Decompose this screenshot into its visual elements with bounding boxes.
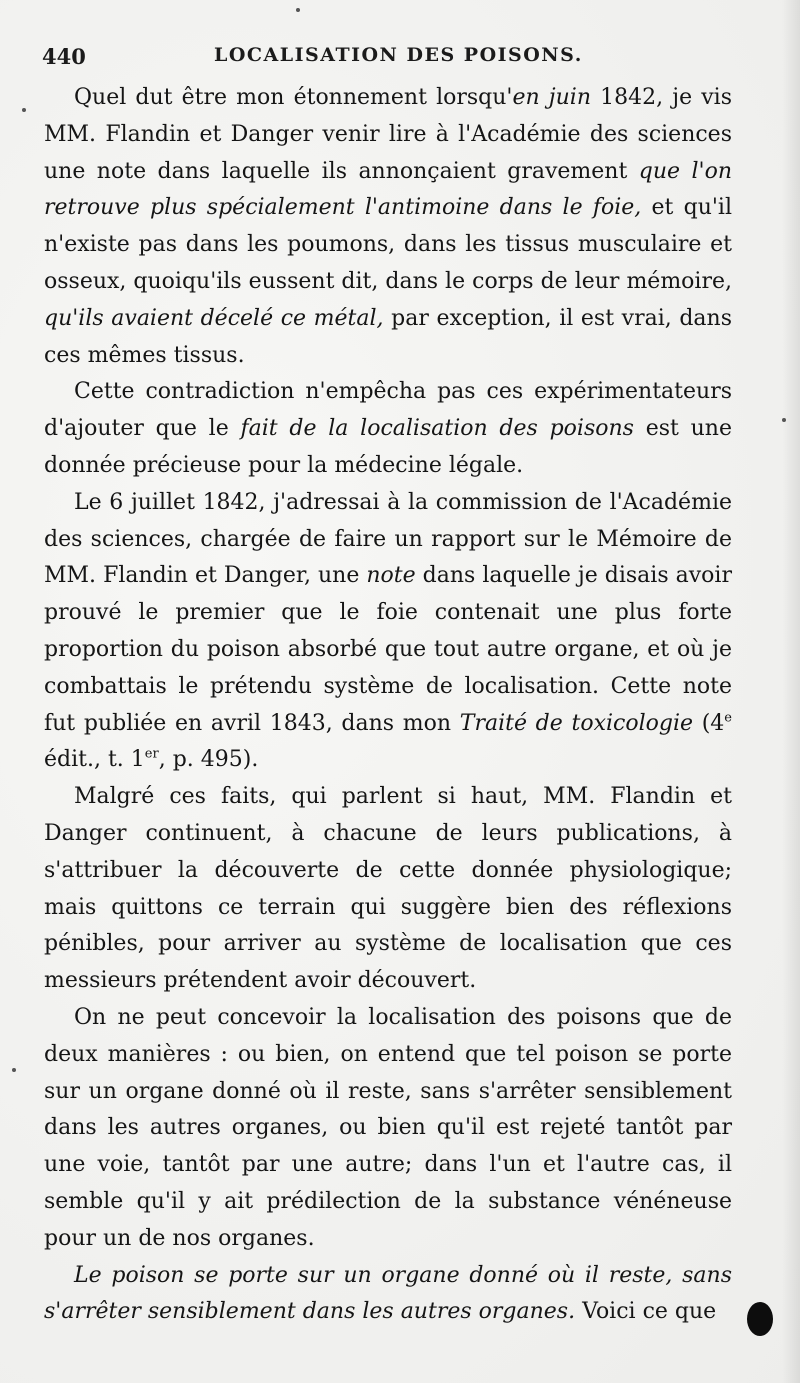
italic-run: que l'on retrouve plus spécialement l'antimoine dans le foie, — [44, 158, 733, 221]
paper-speck — [12, 1068, 16, 1072]
text-run: 1842, je vis MM. Flandin et Danger venir lire à l'Académie des sciences une note dans laquelle ils annonçaient gravement — [44, 85, 732, 184]
paragraph-2 — [44, 374, 732, 484]
italic-run: Le poison se porte sur un organe donné où il reste, sans s'arrêter sensiblement dans les autres organes. — [44, 1262, 732, 1325]
page-edge-shadow — [782, 0, 800, 1383]
italic-run: Traité de toxicologie — [459, 710, 693, 736]
text-run: Malgré ces faits, qui parlent si haut, MM. Flandin et Danger continuent, à chacune de leurs publications, à s'attribuer la découverte de cette donnée physiologique; mais quittons ce terrain qui suggère bien des réflexions pénibles, pour arriver au système de localisation que ces messieurs prétendent avoir découvert. — [44, 784, 732, 994]
italic-run: note — [366, 563, 416, 589]
text-run: On ne peut concevoir la localisation des poisons que de deux manières : ou bien, on entend que tel poison se porte sur un organe donné où il reste, sans s'arrêter sensiblement dans les autres organes, ou bien qu'il est rejeté tantôt par une voie, tantôt par une autre; dans l'un et l'autre cas, il semble qu'il y ait prédilection de la substance vénéneuse pour un de nos organes. — [44, 1004, 732, 1251]
page-header — [42, 38, 758, 72]
italic-run: fait de la localisation des poisons — [240, 416, 634, 442]
italic-run: qu'ils avaient décelé ce métal, — [44, 305, 384, 331]
page-number: 440 — [42, 44, 86, 69]
superscript: er — [144, 747, 159, 763]
superscript: e — [724, 710, 732, 726]
paragraph-4 — [44, 779, 732, 1000]
text-run: Quel dut être mon étonnement lorsqu' — [74, 85, 513, 110]
text-run: Cette contradiction n'empêcha pas ces expérimentateurs d'ajouter que le — [44, 379, 732, 442]
text-run: par exception, il est vrai, dans ces mêmes tissus. — [44, 305, 732, 368]
text-run: dans laquelle je disais avoir prouvé le premier que le foie contenait une plus forte proportion du poison absorbé que tout autre organe, et où je combattais le prétendu système de localisation. Cette note fut publiée en avril 1843, dans mon — [44, 563, 732, 736]
running-title: LOCALISATION DES POISONS. — [214, 44, 583, 66]
paper-speck — [22, 108, 26, 112]
paragraph-1 — [44, 80, 732, 374]
text-run: est une donnée précieuse pour la médecine légale. — [44, 416, 732, 478]
text-run: Voici ce que — [575, 1299, 717, 1325]
paragraph-5 — [44, 1000, 732, 1258]
body-text — [44, 80, 732, 1331]
text-run: et qu'il n'existe pas dans les poumons, dans les tissus musculaire et osseux, quoiqu'ils eussent dit, dans le corps de leur mémoire, — [44, 195, 732, 294]
paragraph-6 — [44, 1258, 732, 1332]
text-run: édit., t. 1 — [44, 747, 145, 773]
paper-speck — [296, 8, 300, 12]
text-run: , p. 495). — [158, 747, 259, 773]
text-run: (4 — [693, 710, 725, 736]
italic-run: en juin — [512, 85, 591, 110]
paragraph-3 — [44, 485, 732, 779]
text-run: Le 6 juillet 1842, j'adressai à la commission de l'Académie des sciences, chargée de faire un rapport sur le Mémoire de MM. Flandin et Danger, une — [44, 489, 732, 589]
ink-blot — [747, 1302, 773, 1336]
